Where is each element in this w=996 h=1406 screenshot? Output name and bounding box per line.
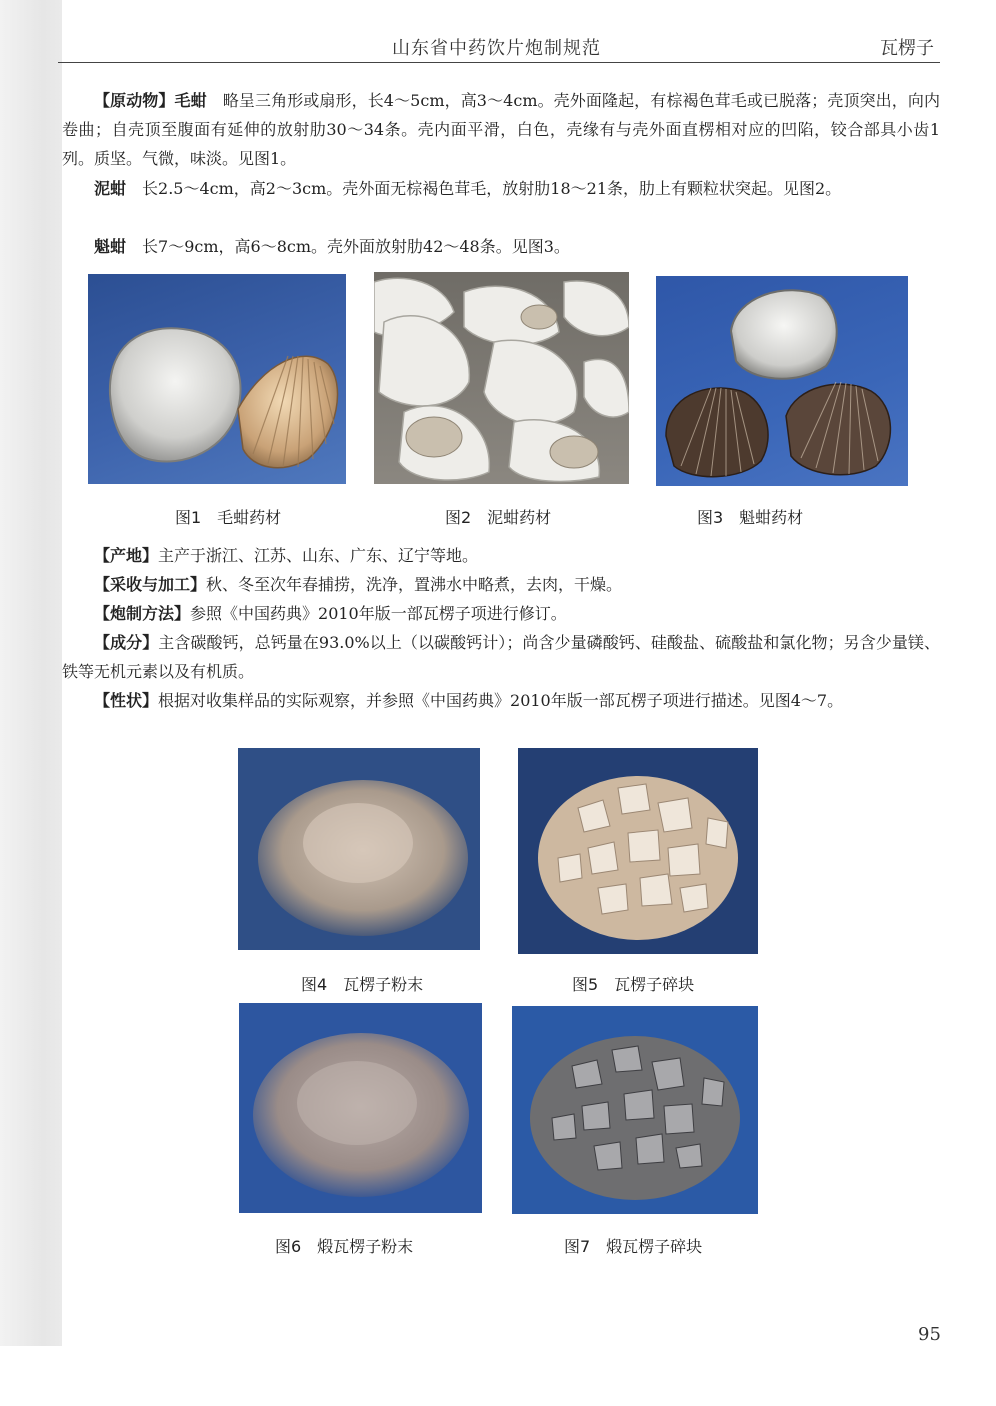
paragraph-text: 长2.5～4cm，高2～3cm。壳外面无棕褐色茸毛，放射肋18～21条，肋上有颗粒状突起。见图2。 (142, 179, 842, 198)
figure-6-caption: 图6 煅瓦楞子粉末 (275, 1237, 414, 1256)
figure-3-caption: 图3 魁蚶药材 (697, 508, 804, 527)
paragraph-origin-animal (62, 86, 940, 173)
header-rule (58, 62, 940, 63)
paragraph-label: 【采收与加工】 (94, 575, 207, 594)
paragraph-label: 【成分】 (94, 633, 159, 652)
figure-4-caption: 图4 瓦楞子粉末 (301, 975, 424, 994)
paragraph-text: 略呈三角形或扇形，长4～5cm，高3～4cm。壳外面隆起，有棕褐色茸毛或已脱落；壳顶突出，向内卷曲；自壳顶至腹面有延伸的放射肋30～34条。壳内面平滑，白色，壳缘有与壳外面直楞相对应的凹陷，铰合部具小齿1列。质坚。气微，味淡。见图1。 (62, 91, 940, 168)
running-header-title: 山东省中药饮片炮制规范 (392, 38, 601, 59)
page-number: 95 (918, 1324, 941, 1345)
powder-photo (238, 748, 480, 950)
calcined-fragments-photo (512, 1006, 758, 1214)
paragraph-label: 【原动物】毛蚶 (94, 91, 207, 110)
binding-gutter (0, 0, 62, 1346)
paragraph-nihan (62, 174, 940, 203)
figure-7-caption: 图7 煅瓦楞子碎块 (564, 1237, 703, 1256)
fragments-photo (518, 748, 758, 954)
paragraph-label: 【炮制方法】 (94, 604, 191, 623)
figure-3-image (656, 276, 908, 486)
paragraph-text: 参照《中国药典》2010年版一部瓦楞子项进行修订。 (190, 604, 567, 623)
paragraph-text: 主含碳酸钙，总钙量在93.0%以上（以碳酸钙计）；尚含少量磷酸钙、硅酸盐、硫酸盐和氯化物；另含少量镁、铁等无机元素以及有机质。 (62, 633, 940, 681)
paragraph-characteristics (62, 686, 940, 715)
figure-1-image (88, 274, 346, 484)
paragraph-label: 【性状】 (94, 691, 159, 710)
paragraph-text: 主产于浙江、江苏、山东、广东、辽宁等地。 (158, 546, 479, 565)
paragraph-label: 泥蚶 (94, 179, 127, 198)
nihan-shells-photo (374, 272, 629, 484)
figure-2-caption: 图2 泥蚶药材 (445, 508, 552, 527)
calcined-powder-photo (239, 1003, 482, 1213)
paragraph-label: 魁蚶 (94, 237, 127, 256)
running-header-section: 瓦楞子 (880, 38, 934, 59)
paragraph-composition (62, 628, 940, 686)
figure-6-image (239, 1003, 482, 1213)
kuihan-shells-photo (656, 276, 908, 486)
paragraph-kuihan (62, 232, 940, 261)
figure-4-image (238, 748, 480, 950)
maohan-shells-photo (88, 274, 346, 484)
paragraph-harvest (62, 570, 940, 599)
paragraph-text: 秋、冬至次年春捕捞，洗净，置沸水中略煮，去肉，干燥。 (206, 575, 623, 594)
paragraph-label: 【产地】 (94, 546, 159, 565)
figure-1-caption: 图1 毛蚶药材 (175, 508, 282, 527)
figure-2-image (374, 272, 629, 484)
figure-7-image (512, 1006, 758, 1214)
paragraph-text: 长7～9cm，高6～8cm。壳外面放射肋42～48条。见图3。 (142, 237, 570, 256)
figure-5-caption: 图5 瓦楞子碎块 (572, 975, 695, 994)
paragraph-origin-region (62, 541, 940, 570)
paragraph-text: 根据对收集样品的实际观察，并参照《中国药典》2010年版一部瓦楞子项进行描述。见图4～7。 (158, 691, 844, 710)
figure-5-image (518, 748, 758, 954)
paragraph-processing (62, 599, 940, 628)
